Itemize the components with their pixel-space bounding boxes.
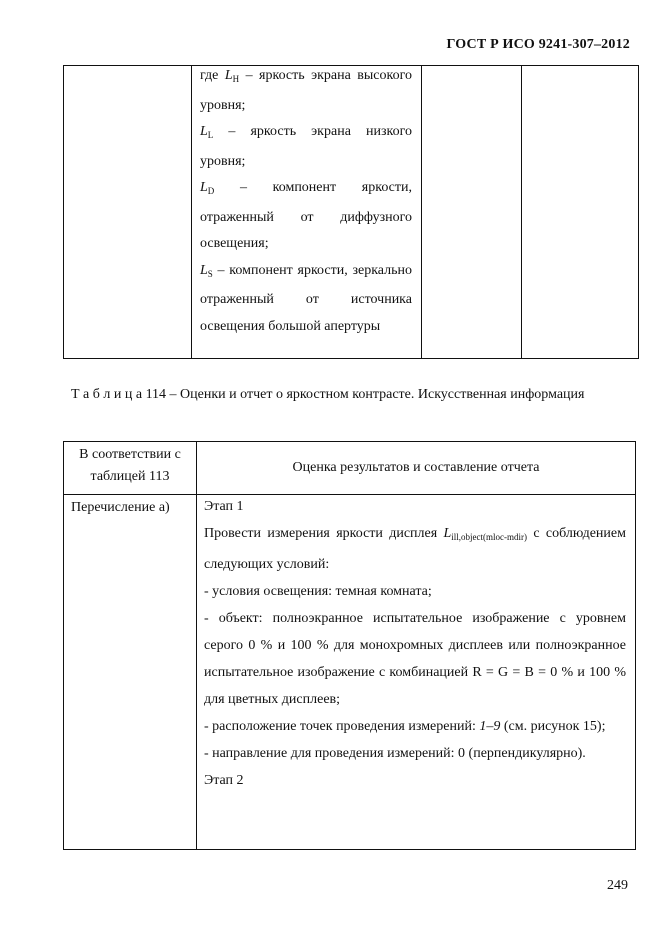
- condition-lighting: - условия освещения: темная комната;: [204, 584, 432, 599]
- definition-ls: [192, 258, 421, 341]
- table-caption: Т а б л и ц а 114 – Оценки и отчет о яркостном контрасте. Искусственная информация: [71, 387, 585, 402]
- symbol: L: [200, 180, 208, 195]
- definition-ld: [192, 175, 421, 258]
- symbol-subscript: S: [207, 268, 213, 279]
- step-2-label: Этап 2: [204, 773, 244, 788]
- symbol: L: [200, 262, 208, 278]
- table1-definitions-cell: [192, 66, 422, 359]
- symbol-subscript: ill,object(mloc-mdir): [451, 532, 528, 542]
- table1-cell-empty-4: [522, 66, 639, 359]
- symbol-subscript: D: [207, 186, 215, 196]
- condition-points: [204, 713, 626, 740]
- symbol: L: [443, 526, 452, 541]
- definition-text: – яркость экрана высокого уровня;: [200, 68, 412, 113]
- symbol-subscript: H: [232, 74, 240, 84]
- document-header: ГОСТ Р ИСО 9241-307–2012: [446, 37, 630, 52]
- points-text: - расположение точек проведения измерений:: [204, 719, 480, 734]
- measure-instruction: [204, 520, 626, 578]
- continued-table: [63, 65, 639, 359]
- table2-row-content: [197, 495, 636, 850]
- table2-row-label: Перечисление а): [64, 495, 197, 850]
- table-114: [63, 441, 636, 850]
- measure-text: с соблюдением следующих условий:: [204, 526, 626, 572]
- step-1-label: Этап 1: [204, 499, 244, 514]
- points-range: 1–9: [479, 719, 501, 734]
- points-text: (см. рисунок 15);: [500, 719, 606, 734]
- condition-direction: - направление для проведения измерений: 0 (перпендикулярно).: [204, 746, 586, 761]
- definition-text: – компонент яркости, зеркально отраженный от источника освещения большой апертуры: [200, 262, 412, 334]
- definition-lh: [192, 63, 421, 119]
- table2-header-left: В соответствии с таблицей 113: [64, 442, 197, 495]
- definition-prefix: где: [200, 68, 225, 83]
- table2-header-right: Оценка результатов и составление отчета: [197, 442, 636, 495]
- table1-cell-empty-1: [64, 66, 192, 359]
- condition-object: - объект: полноэкранное испытательное изображение с уровнем серого 0 % и 100 % для монохромных дисплеев или полноэкранное испытательное изображение с комбинацией R = G = B = 0 % и 100 % для цветных дисплеев;: [204, 611, 626, 707]
- symbol: L: [200, 124, 208, 139]
- measure-text: Провести измерения яркости дисплея: [204, 526, 444, 541]
- table1-cell-empty-3: [422, 66, 522, 359]
- definition-text: – яркость экрана низкого уровня;: [200, 124, 412, 169]
- definition-text: – компонент яркости, отраженный от диффузного освещения;: [200, 180, 412, 251]
- symbol: L: [224, 68, 233, 83]
- page-number: 249: [607, 878, 628, 893]
- definition-ll: [192, 119, 421, 175]
- symbol-subscript: L: [207, 130, 214, 140]
